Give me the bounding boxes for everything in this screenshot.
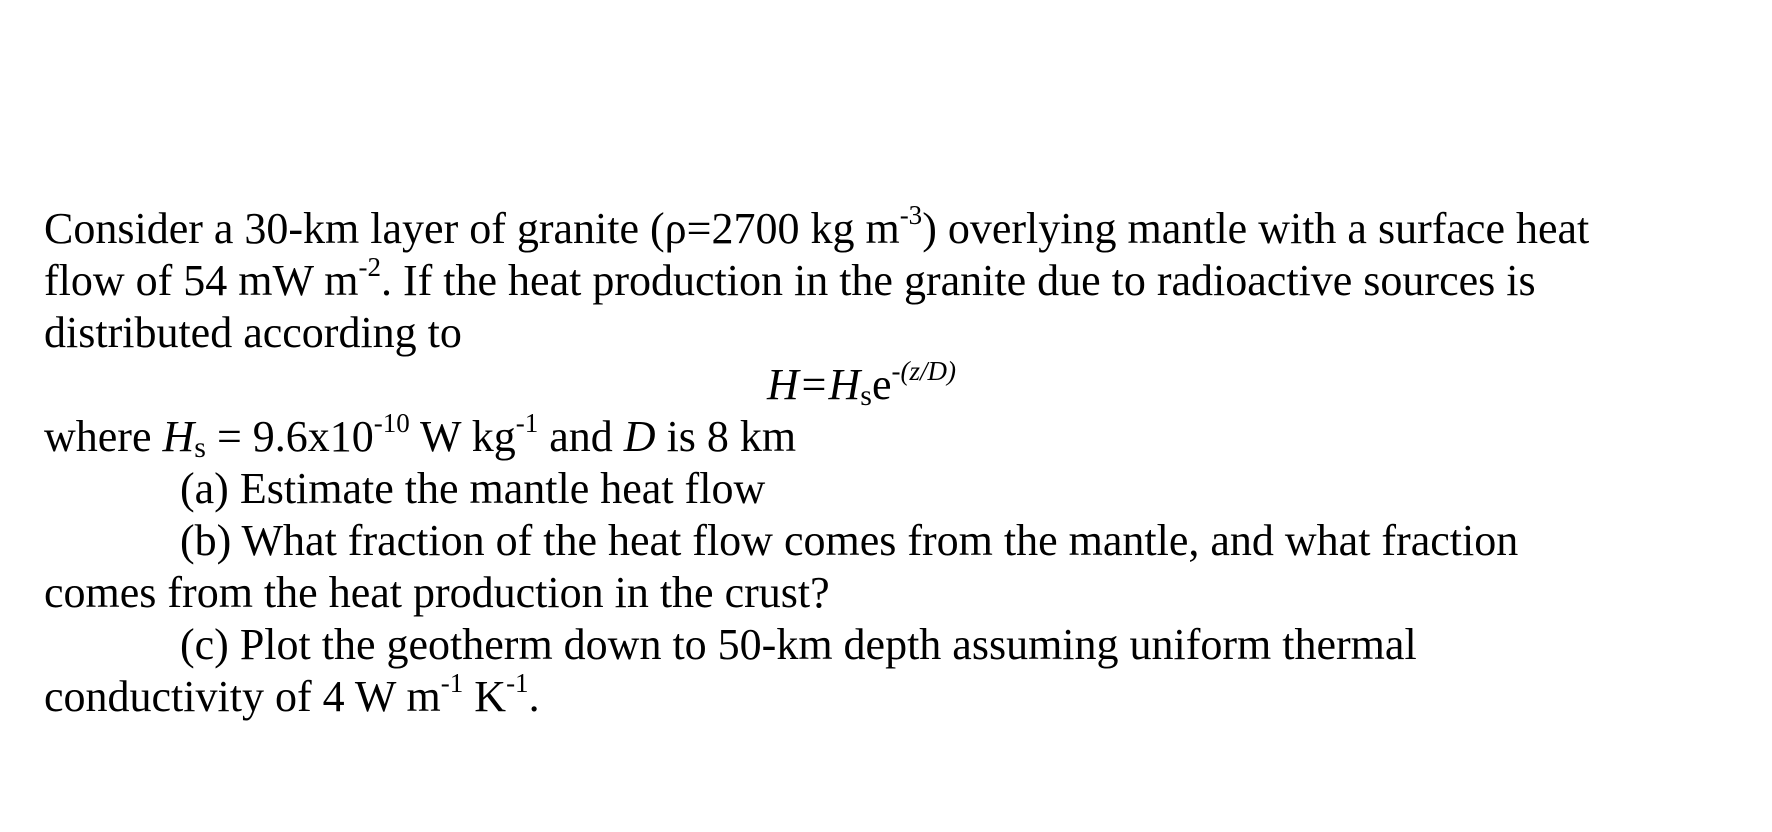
where-line <box>44 408 1744 464</box>
subscript: s <box>860 379 872 412</box>
problem-line-1 <box>44 200 1744 255</box>
superscript: -(z/D) <box>891 356 956 387</box>
equation-base: e <box>871 360 892 409</box>
variable-d: D <box>623 412 656 461</box>
text-segment: where <box>44 412 163 461</box>
text-segment: . <box>528 672 540 721</box>
variable-h: H <box>162 412 195 461</box>
part-b-line-1: (b) What fraction of the heat flow comes from the mantle, and what fraction <box>180 516 1519 565</box>
superscript: -1 <box>440 668 464 699</box>
superscript: -1 <box>506 668 529 699</box>
text-segment: . If the heat production in the granite due to radioactive sources is <box>381 256 1536 305</box>
superscript: -10 <box>373 408 410 439</box>
superscript: -2 <box>358 252 381 283</box>
text-segment: flow of 54 mW m <box>44 256 359 305</box>
part-c-line-2 <box>44 668 1744 723</box>
text-segment: ) overlying mantle with a surface heat <box>922 204 1590 253</box>
heat-production-equation <box>44 356 1744 412</box>
superscript: -1 <box>515 408 539 439</box>
text-segment: conductivity of 4 W m <box>44 672 441 721</box>
problem-line-2 <box>44 252 1744 307</box>
subscript: s <box>194 431 206 464</box>
part-a: (a) Estimate the mantle heat flow <box>180 464 766 513</box>
problem-text <box>44 200 1744 723</box>
text-segment: is 8 km <box>655 412 797 461</box>
part-b-line-2: comes from the heat production in the crust? <box>44 568 830 617</box>
text-segment: W kg <box>409 412 516 461</box>
equation-lhs: H=H <box>767 360 861 409</box>
text-segment: and <box>538 412 624 461</box>
text-segment: = 9.6x10 <box>205 412 374 461</box>
superscript: -3 <box>899 200 923 231</box>
problem-line-3: distributed according to <box>44 308 462 357</box>
text-segment: Consider a 30-km layer of granite (ρ=2700 kg m <box>44 204 900 253</box>
part-c-line-1: (c) Plot the geotherm down to 50-km depth assuming uniform thermal <box>180 620 1417 669</box>
text-segment: K <box>463 672 507 721</box>
